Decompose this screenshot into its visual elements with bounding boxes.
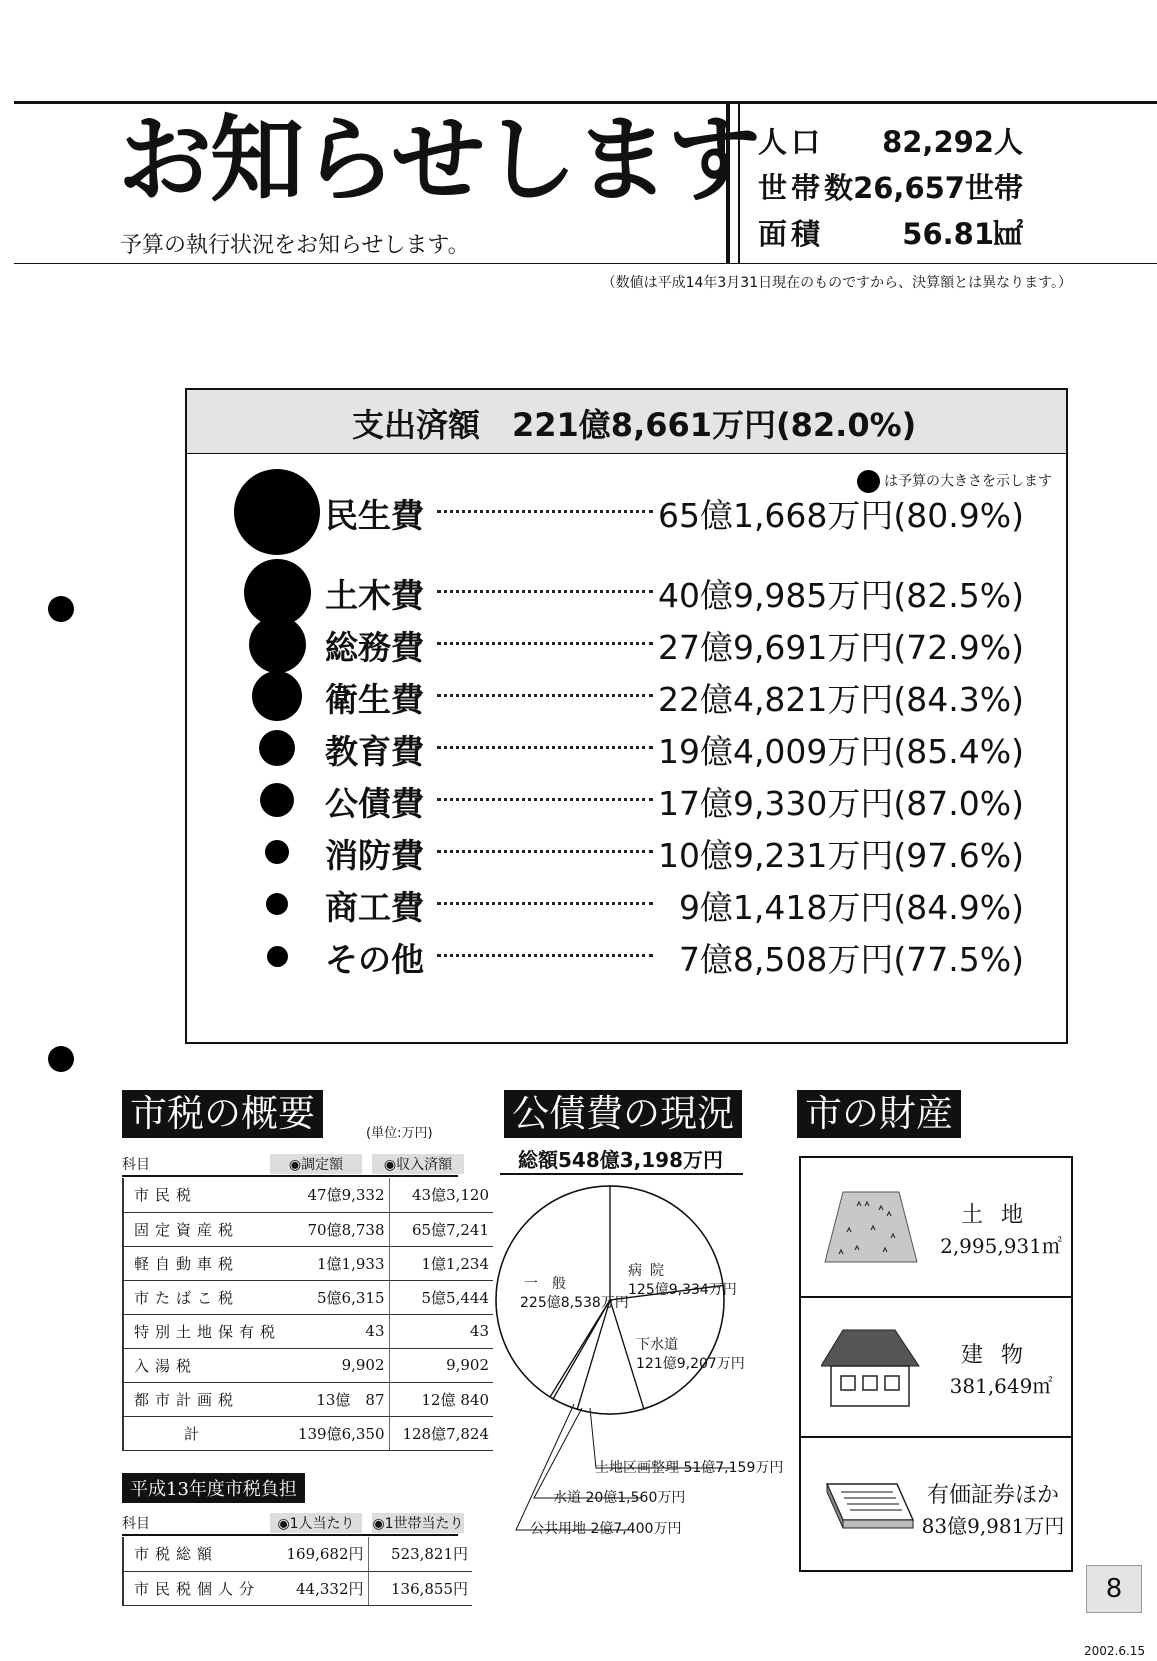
asset-building-name: 建物 bbox=[960, 1343, 1041, 1368]
pie-label-hospital-name: 病院 bbox=[628, 1263, 672, 1279]
table-rule bbox=[122, 1534, 458, 1536]
pie-label-general bbox=[520, 1275, 629, 1313]
assets-title: 市の財産 bbox=[797, 1090, 961, 1138]
header-top-rule bbox=[14, 101, 1157, 104]
table-row bbox=[123, 1416, 493, 1450]
pie-label-sewer bbox=[636, 1336, 745, 1374]
leader-dots bbox=[437, 798, 653, 801]
table-cell-collected: 128億7,824 bbox=[389, 1416, 493, 1450]
leader-dots bbox=[437, 694, 653, 697]
pie-label-hospital-value: 125億9,334万円 bbox=[628, 1282, 737, 1298]
expenditure-amount: 17億9,330万円(87.0%) bbox=[657, 784, 1024, 823]
table-cell-collected: 12億 840 bbox=[389, 1382, 493, 1416]
table-cell-assessed: 1億1,933 bbox=[281, 1246, 389, 1280]
stat-value-households: 26,657世帯 bbox=[853, 171, 1023, 205]
table-cell-per-household: 136,855円 bbox=[368, 1571, 472, 1605]
tax-burden-title: 平成13年度市税負担 bbox=[122, 1473, 305, 1503]
table-row bbox=[123, 1537, 472, 1571]
expenditure-box bbox=[185, 388, 1068, 1044]
table-rule bbox=[122, 1175, 458, 1177]
table-cell-assessed: 5億6,315 bbox=[281, 1280, 389, 1314]
table-cell-assessed: 43 bbox=[281, 1314, 389, 1348]
table-cell-collected: 43 bbox=[389, 1314, 493, 1348]
building-icon bbox=[821, 1326, 921, 1410]
header-collected: ◉収入済額 bbox=[372, 1154, 464, 1174]
table-cell-assessed: 47億9,332 bbox=[281, 1178, 389, 1212]
table-cell-label: 市たばこ税 bbox=[123, 1280, 281, 1314]
pie-label-general-value: 225億8,538万円 bbox=[520, 1295, 629, 1311]
table-cell-label: 入湯税 bbox=[123, 1348, 281, 1382]
table-cell-assessed: 70億8,738 bbox=[281, 1212, 389, 1246]
pie-label-sewer-value: 121億9,207万円 bbox=[636, 1356, 745, 1372]
asset-securities-name: 有価証券ほか bbox=[926, 1483, 1059, 1508]
table-cell-per-person: 169,682円 bbox=[260, 1537, 368, 1571]
expenditure-row bbox=[187, 930, 1066, 978]
table-cell-label: 市税総額 bbox=[123, 1537, 260, 1571]
city-tax-header bbox=[122, 1154, 472, 1174]
table-row bbox=[123, 1314, 493, 1348]
public-debt-total bbox=[500, 1144, 743, 1175]
expenditure-amount: 7億8,508万円(77.5%) bbox=[678, 940, 1024, 979]
expenditure-row bbox=[187, 670, 1066, 718]
binder-hole-icon bbox=[48, 596, 74, 622]
table-cell-label: 市民税個人分 bbox=[123, 1571, 260, 1605]
budget-circle-icon bbox=[249, 616, 306, 673]
budget-circle-icon bbox=[234, 469, 320, 555]
budget-circle-icon bbox=[259, 730, 295, 766]
expenditure-name: 教育費 bbox=[325, 732, 424, 771]
expenditure-name: 総務費 bbox=[325, 628, 424, 667]
assets-divider bbox=[801, 1436, 1071, 1438]
stat-value-area: 56.81㎢ bbox=[902, 217, 1023, 251]
table-cell-collected: 9,902 bbox=[389, 1348, 493, 1382]
table-cell-assessed: 9,902 bbox=[281, 1348, 389, 1382]
pie-label-hospital bbox=[628, 1262, 737, 1300]
assets-divider bbox=[801, 1296, 1071, 1298]
pie-label-land-readjustment-value: 51億7,159万円 bbox=[683, 1460, 784, 1476]
table-cell-collected: 1億1,234 bbox=[389, 1246, 493, 1280]
leader-dots bbox=[437, 510, 653, 513]
stat-label-population: 人口 bbox=[758, 125, 825, 159]
leader-dots bbox=[437, 590, 653, 593]
table-row bbox=[123, 1382, 493, 1416]
expenditure-name: 公債費 bbox=[325, 784, 424, 823]
leader-dots bbox=[437, 746, 653, 749]
expenditure-name: 商工費 bbox=[325, 888, 424, 927]
leader-dots bbox=[437, 850, 653, 853]
table-cell-label: 特別土地保有税 bbox=[123, 1314, 281, 1348]
pie-label-sewer-name: 下水道 bbox=[636, 1337, 678, 1353]
table-cell-collected: 43億3,120 bbox=[389, 1178, 493, 1212]
stat-label-households: 世帯数 bbox=[758, 171, 858, 205]
pie-leader-water bbox=[534, 1408, 642, 1498]
pie-label-water bbox=[553, 1489, 685, 1508]
table-cell-per-person: 44,332円 bbox=[260, 1571, 368, 1605]
header-assessed: ◉調定額 bbox=[270, 1154, 362, 1174]
expenditure-name: 消防費 bbox=[325, 836, 424, 875]
expenditure-amount: 22億4,821万円(84.3%) bbox=[657, 680, 1024, 719]
tax-burden-header bbox=[122, 1513, 472, 1533]
table-cell-assessed: 139億6,350 bbox=[281, 1416, 389, 1450]
table-cell-per-household: 523,821円 bbox=[368, 1537, 472, 1571]
asset-securities-value: 83億9,981万円 bbox=[921, 1514, 1065, 1538]
table-row bbox=[123, 1348, 493, 1382]
expenditure-row bbox=[187, 618, 1066, 666]
leader-dots bbox=[437, 954, 653, 957]
expenditure-row bbox=[187, 826, 1066, 874]
expenditure-amount: 40億9,985万円(82.5%) bbox=[657, 576, 1024, 615]
table-cell-label: 市民税 bbox=[123, 1178, 281, 1212]
pie-label-public-land-name: 公共用地 bbox=[530, 1521, 586, 1537]
header-subject: 科目 bbox=[122, 1157, 150, 1173]
expenditure-row bbox=[187, 774, 1066, 822]
header-bottom-rule bbox=[14, 263, 1157, 264]
securities-icon bbox=[817, 1476, 917, 1536]
expenditure-amount: 9億1,418万円(84.9%) bbox=[678, 888, 1024, 927]
city-tax-unit: (単位:万円) bbox=[366, 1126, 433, 1141]
leader-dots bbox=[437, 902, 653, 905]
public-debt-title: 公債費の現況 bbox=[504, 1090, 742, 1138]
legend-text: は予算の大きさを示します bbox=[884, 473, 1052, 490]
table-row bbox=[123, 1212, 493, 1246]
pie-label-public-land-value: 2億7,400万円 bbox=[590, 1521, 682, 1537]
table-cell-label: 計 bbox=[123, 1416, 281, 1450]
table-cell-collected: 65億7,241 bbox=[389, 1212, 493, 1246]
pie-label-land-readjustment bbox=[595, 1459, 783, 1478]
table-cell-label: 都市計画税 bbox=[123, 1382, 281, 1416]
expenditure-amount: 65億1,668万円(80.9%) bbox=[657, 496, 1024, 535]
asset-land-value: 2,995,931㎡ bbox=[940, 1234, 1062, 1258]
expenditure-amount: 19億4,009万円(85.4%) bbox=[657, 732, 1024, 771]
table-row bbox=[123, 1178, 493, 1212]
expenditure-row bbox=[187, 566, 1066, 614]
asset-building-value: 381,649㎡ bbox=[949, 1374, 1053, 1398]
table-cell-label: 固定資産税 bbox=[123, 1212, 281, 1246]
stat-value-population: 82,292人 bbox=[882, 125, 1023, 159]
expenditure-name: その他 bbox=[325, 940, 424, 979]
page-number: 8 bbox=[1086, 1565, 1142, 1613]
budget-circle-icon bbox=[260, 783, 294, 817]
expenditure-row bbox=[187, 486, 1066, 534]
city-tax-table bbox=[122, 1178, 493, 1451]
pie-label-general-name: 一般 bbox=[524, 1276, 580, 1292]
expenditure-amount: 10億9,231万円(97.6%) bbox=[657, 836, 1024, 875]
pie-label-public-land bbox=[530, 1520, 681, 1539]
pie-label-water-value: 20億1,560万円 bbox=[585, 1490, 686, 1506]
header-per-person: ◉1人当たり bbox=[270, 1513, 362, 1533]
expenditure-name: 民生費 bbox=[325, 496, 424, 535]
expenditure-name: 衛生費 bbox=[325, 680, 424, 719]
pie-label-water-name: 水道 bbox=[553, 1490, 581, 1506]
budget-circle-icon bbox=[266, 893, 288, 915]
leader-dots bbox=[437, 642, 653, 645]
table-row bbox=[123, 1280, 493, 1314]
budget-circle-icon bbox=[252, 671, 302, 721]
table-row bbox=[123, 1246, 493, 1280]
header-subject: 科目 bbox=[122, 1516, 150, 1532]
expenditure-header bbox=[187, 390, 1066, 454]
expenditure-title: 支出済額 221億8,661万円(82.0%) bbox=[352, 406, 917, 444]
expenditure-row bbox=[187, 878, 1066, 926]
page-subtitle: 予算の執行状況をお知らせします。 bbox=[120, 233, 470, 258]
stat-label-area: 面積 bbox=[758, 217, 825, 251]
assets-box bbox=[799, 1156, 1073, 1572]
expenditure-row bbox=[187, 722, 1066, 770]
expenditure-amount: 27億9,691万円(72.9%) bbox=[657, 628, 1024, 667]
table-row bbox=[123, 1571, 472, 1605]
page-title: お知らせします bbox=[118, 106, 760, 215]
table-cell-collected: 5億5,444 bbox=[389, 1280, 493, 1314]
table-cell-assessed: 13億 87 bbox=[281, 1382, 389, 1416]
binder-hole-icon bbox=[48, 1046, 74, 1072]
land-icon bbox=[821, 1186, 921, 1266]
expenditure-name: 土木費 bbox=[325, 576, 424, 615]
budget-circle-icon bbox=[267, 946, 288, 967]
city-tax-title: 市税の概要 bbox=[122, 1090, 323, 1138]
header-per-household: ◉1世帯当たり bbox=[372, 1513, 464, 1533]
tax-burden-table bbox=[122, 1537, 472, 1606]
asset-land-name: 土地 bbox=[960, 1203, 1041, 1228]
public-debt-total-text: 総額548億3,198万円 bbox=[518, 1148, 724, 1172]
data-note: （数値は平成14年3月31日現在のものですから、決算額とは異なります。） bbox=[601, 275, 1072, 291]
budget-circle-icon bbox=[265, 840, 289, 864]
pie-label-land-readjustment-name: 土地区画整理 bbox=[595, 1460, 679, 1476]
table-cell-label: 軽自動車税 bbox=[123, 1246, 281, 1280]
issue-date: 2002.6.15 bbox=[1084, 1644, 1146, 1658]
